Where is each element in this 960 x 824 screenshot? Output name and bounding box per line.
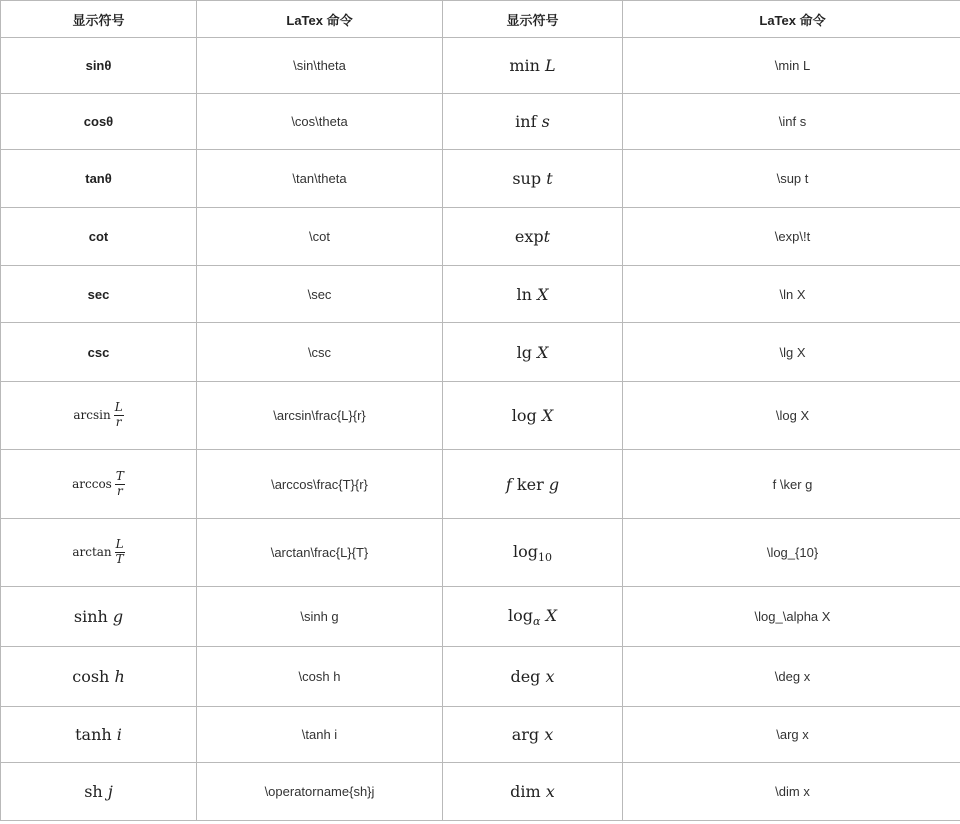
display-symbol: $\log_{10}$ (443, 519, 623, 587)
display-symbol: arg x (443, 707, 623, 763)
latex-command: \log_{10} (623, 519, 960, 587)
latex-command: \sin\theta (197, 38, 443, 94)
table-row (1, 208, 960, 266)
table-row (1, 382, 960, 450)
latex-command: \dim x (623, 763, 960, 821)
latex-command: \lg X (623, 323, 960, 382)
table-row (1, 519, 960, 587)
header-display-symbol-2: 显示符号 (443, 1, 623, 38)
display-symbol: tanθ (1, 150, 197, 208)
table-row (1, 450, 960, 519)
display-symbol: sup t (443, 150, 623, 208)
latex-command: \log X (623, 382, 960, 450)
display-symbol: lg X (443, 323, 623, 382)
display-symbol: arccos $\frac{T}{r}$ (1, 450, 197, 519)
display-symbol: csc (1, 323, 197, 382)
display-symbol: log X (443, 382, 623, 450)
latex-command: \arcsin\frac{L}{r} (197, 382, 443, 450)
header-row (1, 1, 960, 38)
latex-command: \sec (197, 266, 443, 323)
display-symbol: cosh h (1, 647, 197, 707)
header-latex-command-2: LaTex 命令 (623, 1, 960, 38)
table-row (1, 266, 960, 323)
display-symbol: cosθ (1, 94, 197, 150)
header-latex-command-1: LaTex 命令 (197, 1, 443, 38)
display-symbol: tanh i (1, 707, 197, 763)
latex-command: \sup t (623, 150, 960, 208)
display-symbol: deg x (443, 647, 623, 707)
latex-command: \arccos\frac{T}{r} (197, 450, 443, 519)
latex-command: \cot (197, 208, 443, 266)
fraction: $\frac{L}{T}$ (115, 537, 124, 566)
table-row (1, 150, 960, 208)
latex-command: \log_\alpha X (623, 587, 960, 647)
latex-command: \tan\theta (197, 150, 443, 208)
display-symbol: arcsin $\frac{L}{r}$ (1, 382, 197, 450)
table-row (1, 323, 960, 382)
latex-command: \csc (197, 323, 443, 382)
display-symbol: cot (1, 208, 197, 266)
latex-command: \min L (623, 38, 960, 94)
table-row (1, 94, 960, 150)
table-row (1, 38, 960, 94)
display-symbol: min L (443, 38, 623, 94)
header-display-symbol-1: 显示符号 (1, 1, 197, 38)
latex-command: \cosh h (197, 647, 443, 707)
latex-command: \sinh g (197, 587, 443, 647)
display-symbol: sinh g (1, 587, 197, 647)
display-symbol: inf s (443, 94, 623, 150)
table-row (1, 707, 960, 763)
display-symbol: sh j (1, 763, 197, 821)
display-symbol: f ker g (443, 450, 623, 519)
table-row (1, 647, 960, 707)
table-row (1, 763, 960, 821)
display-symbol: arctan $\frac{L}{T}$ (1, 519, 197, 587)
latex-command: \operatorname{sh}j (197, 763, 443, 821)
display-symbol: expt (443, 208, 623, 266)
fraction: $\frac{T}{r}$ (115, 468, 124, 498)
fraction: $\frac{L}{r}$ (114, 400, 123, 429)
latex-command: \ln X (623, 266, 960, 323)
display-symbol: dim x (443, 763, 623, 821)
display-symbol: sec (1, 266, 197, 323)
latex-command: \deg x (623, 647, 960, 707)
display-symbol: $\log_\alpha X$ (443, 587, 623, 647)
display-symbol: sinθ (1, 38, 197, 94)
latex-command: \arg x (623, 707, 960, 763)
latex-command: \arctan\frac{L}{T} (197, 519, 443, 587)
table-row (1, 587, 960, 647)
display-symbol: ln X (443, 266, 623, 323)
latex-command: \cos\theta (197, 94, 443, 150)
latex-command: \tanh i (197, 707, 443, 763)
latex-command: \inf s (623, 94, 960, 150)
latex-command: f \ker g (623, 450, 960, 519)
latex-command: \exp\!t (623, 208, 960, 266)
